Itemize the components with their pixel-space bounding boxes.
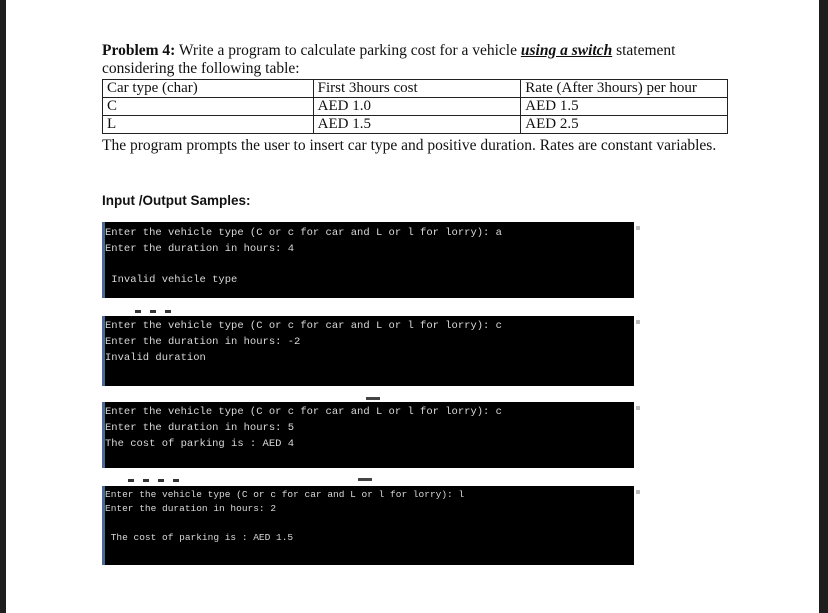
problem-statement xyxy=(102,42,732,78)
console-line: Enter the duration in hours: 2 xyxy=(105,503,277,514)
instructions-text: The program prompts the user to insert car type and positive duration. Rates are constant variables. xyxy=(102,137,717,154)
document-page xyxy=(6,0,819,613)
console-line: The cost of parking is : AED 1.5 xyxy=(105,532,294,543)
crop-mark xyxy=(366,397,380,400)
console-output xyxy=(102,402,634,468)
scroll-caret-icon xyxy=(636,320,640,324)
console-line: Enter the vehicle type (C or c for car and L or l for lorry): c xyxy=(105,320,502,332)
console-line: Enter the duration in hours: 4 xyxy=(105,243,295,255)
problem-text-after: statement considering the following table: xyxy=(102,42,676,77)
console-output xyxy=(102,486,634,565)
table-row xyxy=(103,116,728,134)
scroll-caret-icon xyxy=(636,490,640,494)
rates-table xyxy=(102,79,728,134)
console-line: Enter the vehicle type (C or c for car and L or l for lorry): l xyxy=(105,489,465,500)
table-header-cell: Rate (After 3hours) per hour xyxy=(521,80,728,98)
console-line: The cost of parking is : AED 4 xyxy=(105,438,295,450)
console-output xyxy=(102,316,634,386)
scroll-caret-icon xyxy=(636,406,640,410)
table-cell: AED 1.0 xyxy=(313,98,521,116)
table-header-cell: First 3hours cost xyxy=(313,80,521,98)
table-cell: AED 1.5 xyxy=(521,98,728,116)
table-cell: L xyxy=(103,116,314,134)
problem-emphasis: using a switch xyxy=(520,42,613,59)
console-line: Enter the vehicle type (C or c for car and L or l for lorry): a xyxy=(105,227,502,239)
crop-mark xyxy=(358,478,372,481)
table-row xyxy=(103,98,728,116)
console-line: Invalid duration xyxy=(105,352,206,364)
problem-label: Problem 4: xyxy=(102,42,176,59)
scroll-caret-icon xyxy=(636,226,640,230)
table-cell: AED 2.5 xyxy=(521,116,728,134)
console-line: Enter the duration in hours: 5 xyxy=(105,422,295,434)
crop-marks xyxy=(128,479,179,485)
console-output xyxy=(102,222,634,298)
io-heading: Input /Output Samples: xyxy=(102,193,251,208)
table-cell: AED 1.5 xyxy=(313,116,521,134)
problem-text-before: Write a program to calculate parking cost for a vehicle xyxy=(175,42,521,59)
table-header-row xyxy=(103,80,728,98)
table-cell: C xyxy=(103,98,314,116)
console-line: Enter the duration in hours: -2 xyxy=(105,336,301,348)
table-header-cell: Car type (char) xyxy=(103,80,314,98)
console-line: Enter the vehicle type (C or c for car and L or l for lorry): c xyxy=(105,406,502,418)
console-line: Invalid vehicle type xyxy=(105,274,238,286)
